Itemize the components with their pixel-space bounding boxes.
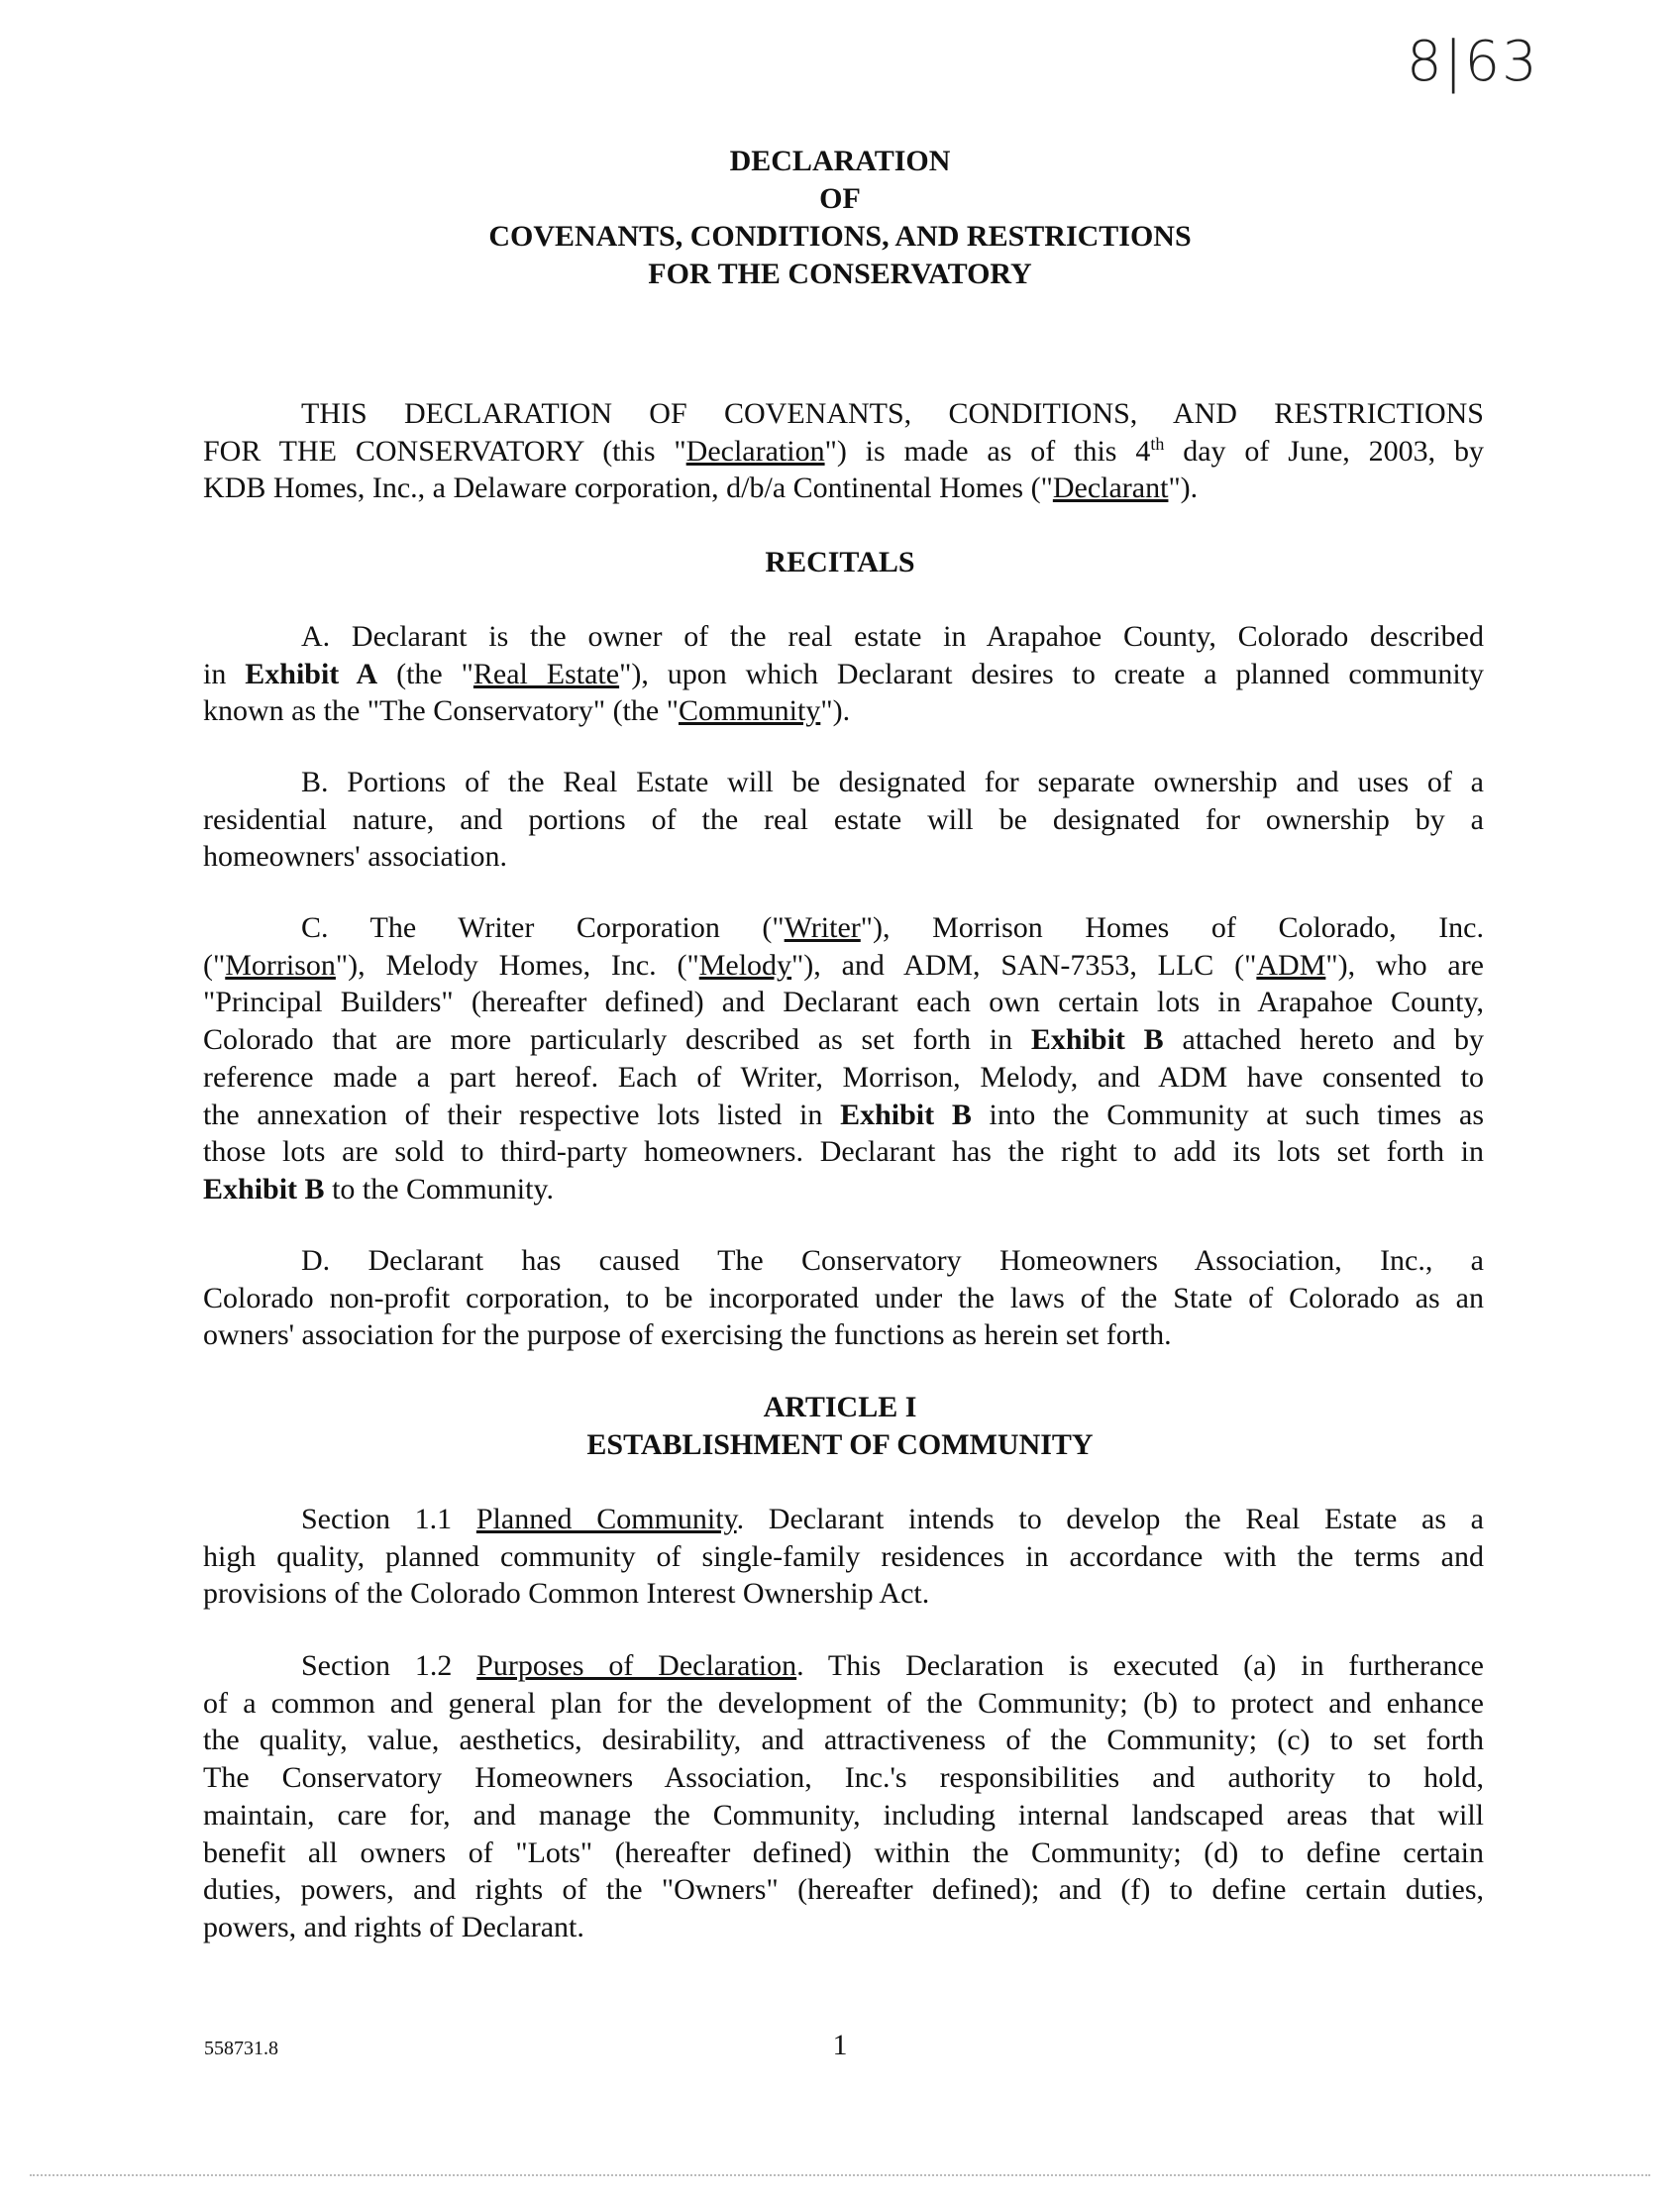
document-id: 558731.8 [204, 2038, 278, 2059]
recital-a-line-3: known as the "The Conservatory" (the "Community"). [203, 694, 851, 728]
recital-c [203, 909, 1484, 1208]
recital-c-line-6: the annexation of their respective lots listed in Exhibit B into the Community at such times as [203, 1098, 1484, 1131]
title-line-declaration: DECLARATION [729, 145, 951, 177]
defined-term-declaration: Declaration [685, 434, 825, 468]
section-1-2-line-4: The Conservatory Homeowners Association, Inc.'s responsibilities and authority to hold, [203, 1761, 1484, 1795]
recital-c-line-1: C. The Writer Corporation ("Writer"), Morrison Homes of Colorado, Inc. [301, 911, 1484, 944]
recital-d-line-3: owners' association for the purpose of exercising the functions as herein set forth. [203, 1318, 1172, 1352]
intro-line-2: FOR THE CONSERVATORY (this "Declaration") is made as of this 4th day of June, 2003, by [203, 433, 1485, 468]
defined-term-real-estate: Real Estate [472, 657, 620, 690]
recital-b-line-3: homeowners' association. [203, 840, 508, 874]
recital-c-line-3: "Principal Builders" (hereafter defined) and Declarant each own certain lots in Arapahoe County, [203, 986, 1484, 1019]
recital-d-line-2: Colorado non-profit corporation, to be incorporated under the laws of the State of Colorado as an [203, 1281, 1484, 1314]
recital-a [203, 618, 1484, 730]
section-1-2-line-6: benefit all owners of "Lots" (hereafter defined) within the Community; (d) to define certain [203, 1835, 1484, 1869]
section-1-1-line-2: high quality, planned community of single-family residences in accordance with the terms and [203, 1539, 1484, 1573]
recital-b-line-2: residential nature, and portions of the real estate will be designated for ownership by a [203, 802, 1484, 836]
title-line-of: OF [819, 182, 861, 215]
recital-a-line-2: in Exhibit A (the "Real Estate"), upon which Declarant desires to create a planned community [203, 657, 1485, 690]
intro-line-3: KDB Homes, Inc., a Delaware corporation, d/b/a Continental Homes ("Declarant"). [203, 472, 1199, 505]
recital-c-line-4: Colorado that are more particularly described as set forth in Exhibit B attached hereto and by [203, 1023, 1484, 1057]
recital-d-line-1: D. Declarant has caused The Conservatory Homeowners Association, Inc., a [301, 1244, 1484, 1277]
scan-artifact-divider [30, 2174, 1650, 2178]
section-1-2-line-5: maintain, care for, and manage the Community, including internal landscaped areas that will [203, 1798, 1484, 1832]
defined-term-community: Community [678, 694, 821, 728]
recital-d [203, 1242, 1484, 1354]
recital-b-line-1: B. Portions of the Real Estate will be designated for separate ownership and uses of a [301, 766, 1484, 798]
section-1-2-line-7: duties, powers, and rights of the "Owners" (hereafter defined); and (f) to define certain duties, [203, 1873, 1484, 1907]
recital-a-line-1: A. Declarant is the owner of the real estate in Arapahoe County, Colorado described [301, 620, 1484, 653]
recitals-heading: RECITALS [765, 546, 915, 578]
intro-paragraph [203, 395, 1484, 507]
section-1-2 [203, 1647, 1484, 1946]
title-line-conservatory: FOR THE CONSERVATORY [648, 258, 1032, 290]
handwritten-page-note: 8|63 [1407, 30, 1539, 94]
section-1-2-line-1: Section 1.2 Purposes of Declaration. This Declaration is executed (a) in furtherance [301, 1649, 1484, 1682]
recital-b [203, 764, 1484, 876]
intro-line-1: THIS DECLARATION OF COVENANTS, CONDITIONS, AND RESTRICTIONS [301, 397, 1484, 430]
section-1-2-line-2: of a common and general plan for the development of the Community; (b) to protect and enhance [203, 1686, 1484, 1720]
section-1-2-line-3: the quality, value, aesthetics, desirability, and attractiveness of the Community; (c) to set forth [203, 1724, 1484, 1757]
page-number: 1 [832, 2029, 848, 2061]
section-1-1-title: Planned Community [475, 1503, 737, 1535]
recital-c-line-8: Exhibit B to the Community. [203, 1172, 554, 1205]
recital-c-line-5: reference made a part hereof. Each of Writer, Morrison, Melody, and ADM have consented to [203, 1060, 1484, 1094]
defined-term-declarant: Declarant [1052, 472, 1169, 505]
title-line-covenants: COVENANTS, CONDITIONS, AND RESTRICTIONS [488, 220, 1192, 253]
article-1-subheading: ESTABLISHMENT OF COMMUNITY [586, 1428, 1094, 1461]
section-1-1-line-1: Section 1.1 Planned Community. Declarant intends to develop the Real Estate as a [301, 1503, 1484, 1535]
article-1-heading: ARTICLE I [763, 1391, 917, 1423]
section-1-2-title: Purposes of Declaration [476, 1649, 797, 1682]
section-1-1 [203, 1501, 1484, 1613]
recital-c-line-7: those lots are sold to third-party homeowners. Declarant has the right to add its lots set forth in [203, 1135, 1484, 1169]
section-1-1-line-3: provisions of the Colorado Common Interest Ownership Act. [203, 1577, 930, 1611]
recital-c-line-2: ("Morrison"), Melody Homes, Inc. ("Melody"), and ADM, SAN-7353, LLC ("ADM"), who are [203, 948, 1484, 982]
section-1-2-line-8: powers, and rights of Declarant. [203, 1910, 584, 1943]
